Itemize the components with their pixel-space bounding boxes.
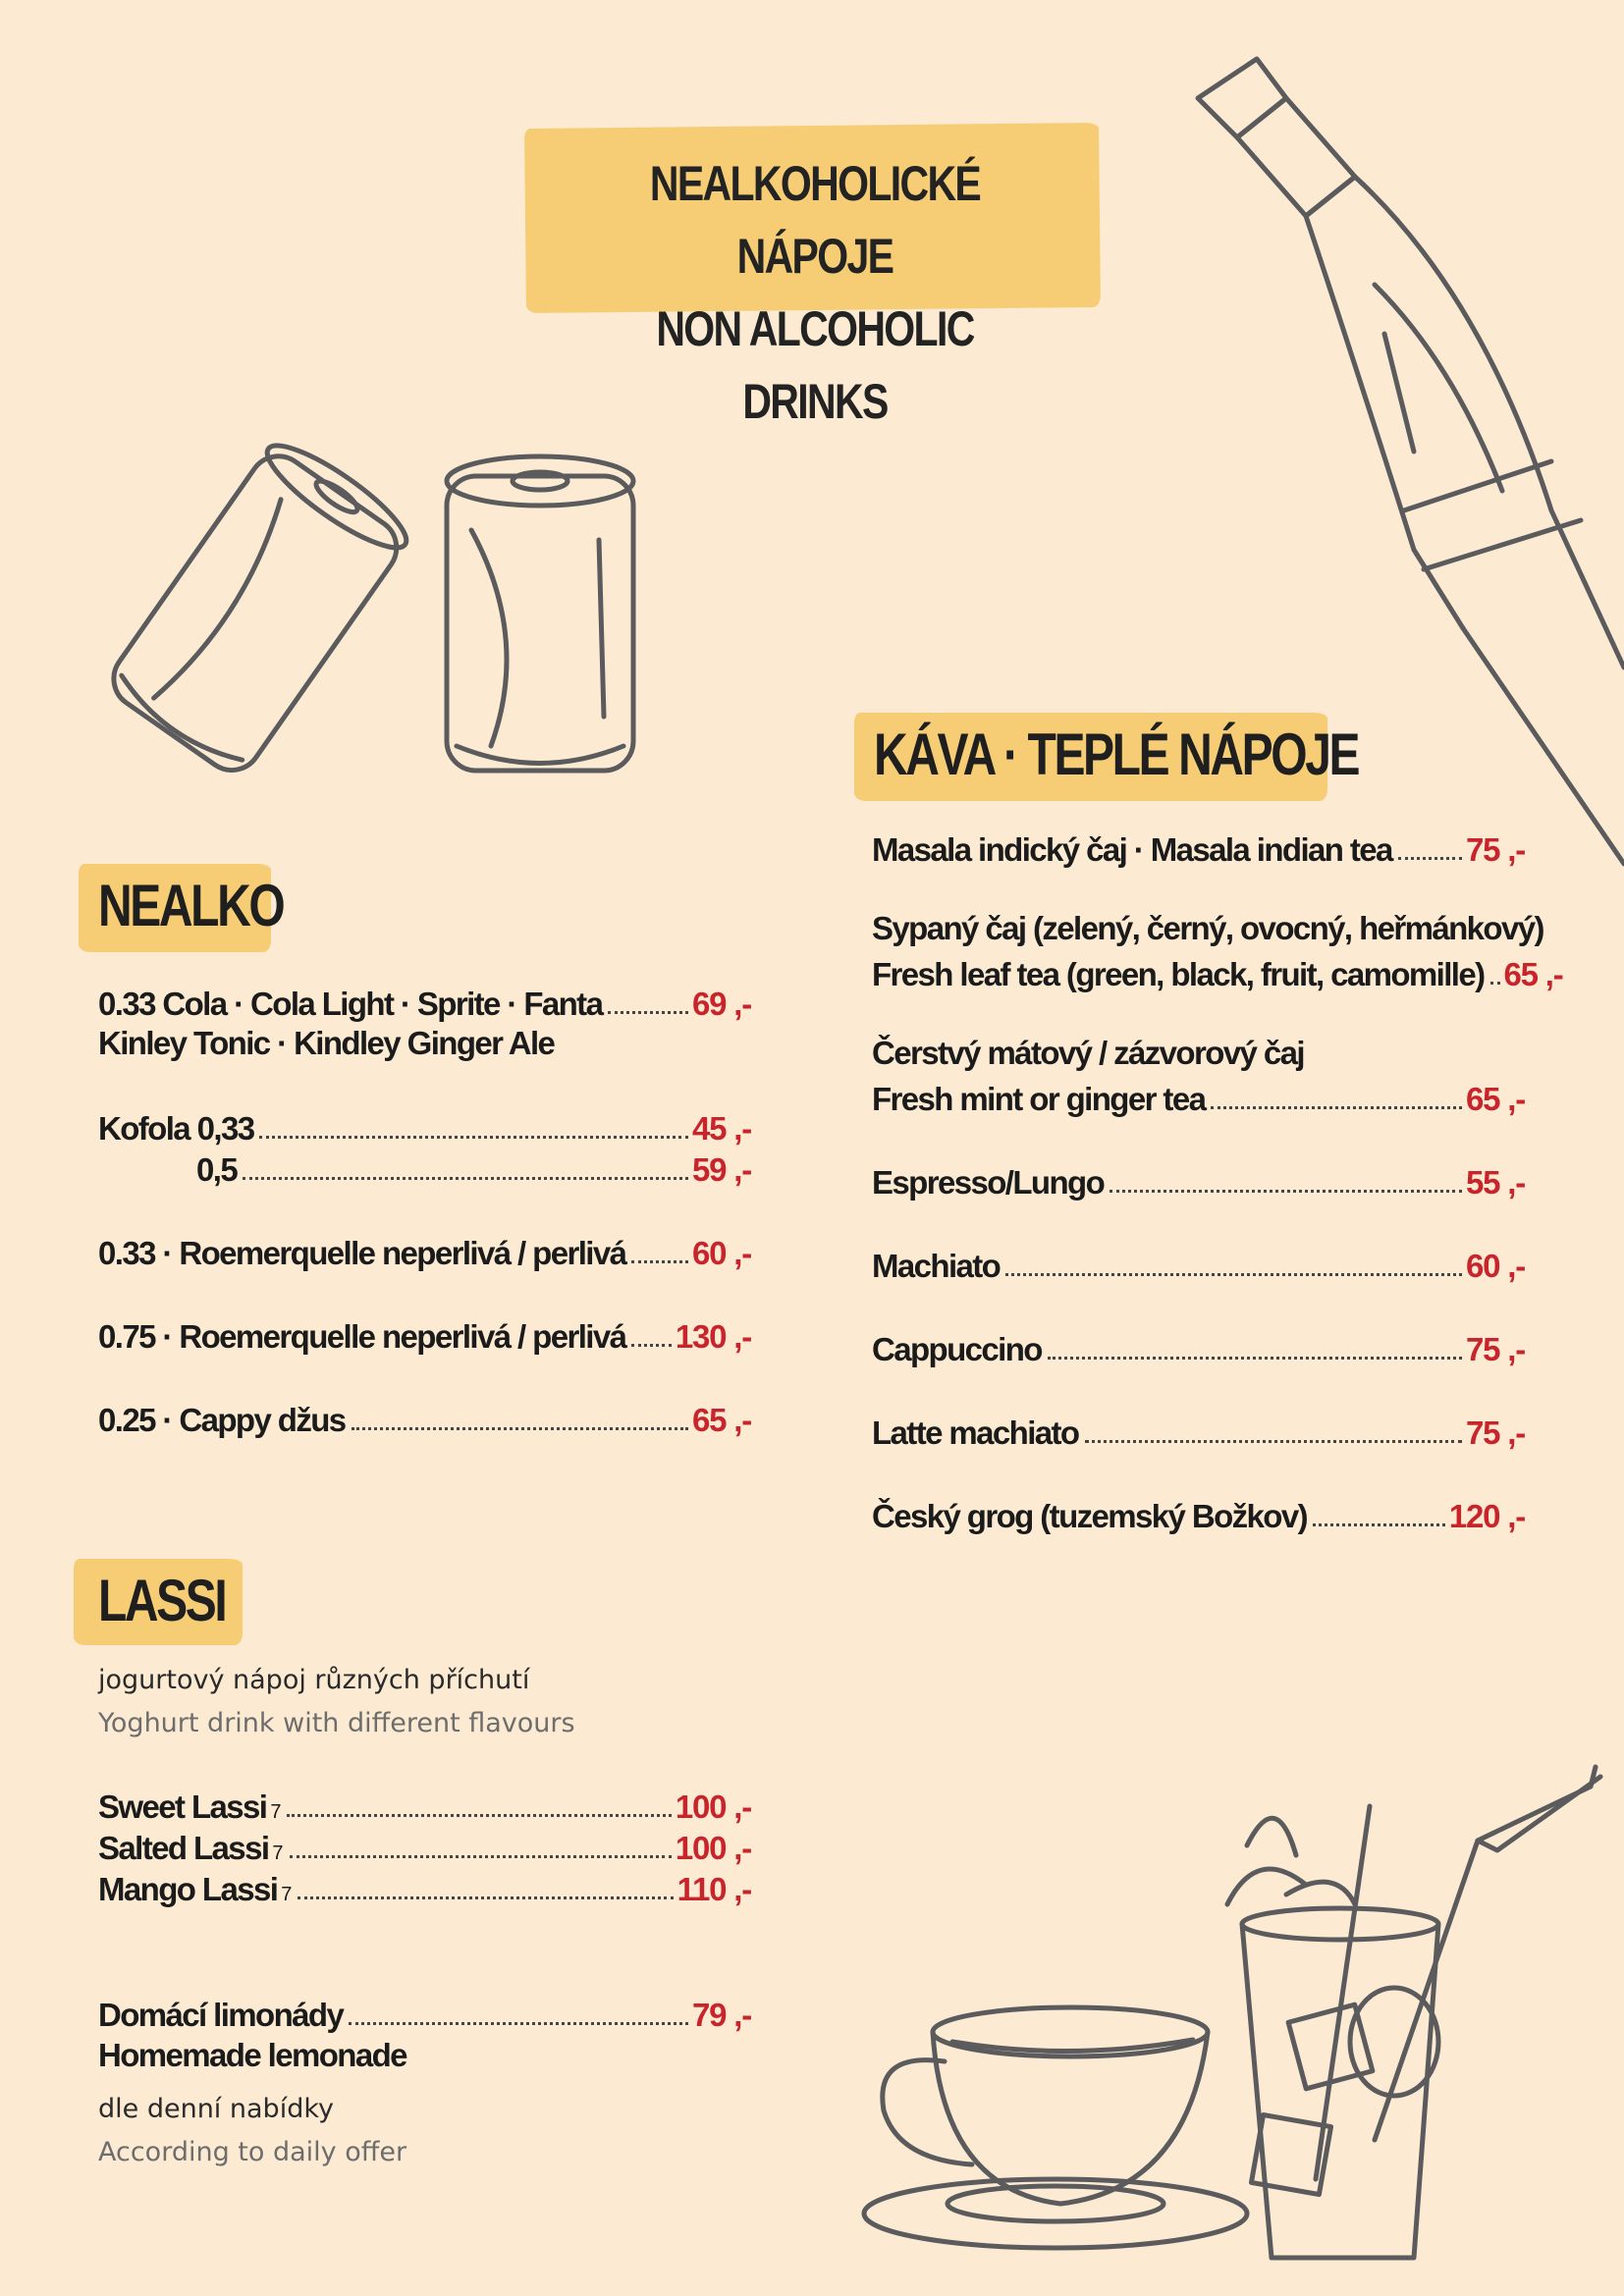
nealko-item-name: 0,5 — [196, 1151, 238, 1188]
dot-leader — [1398, 857, 1462, 860]
kava-item-name: Český grog (tuzemský Božkov) — [872, 1498, 1307, 1534]
dot-leader — [1005, 1273, 1462, 1276]
kava-item-price: 65 ,- — [1503, 956, 1563, 992]
dot-leader — [243, 1177, 688, 1180]
lassi-item-name: Salted Lassi 7 — [98, 1830, 284, 1866]
allergen-code: 7 — [272, 1842, 284, 1864]
lassi-description-cz: jogurtový nápoj různých příchutí — [98, 1665, 530, 1695]
dot-leader — [1048, 1357, 1462, 1360]
kava-item-price: 75 ,- — [1465, 831, 1525, 868]
page-title-en: NON ALCOHOLIC DRINKS — [656, 301, 974, 429]
lassi-row — [98, 1867, 751, 1908]
dot-leader — [290, 1855, 672, 1858]
kava-item-price: 55 ,- — [1465, 1164, 1525, 1201]
lassi-description-en: Yoghurt drink with different flavours — [98, 1708, 575, 1738]
lassi-item-price: 100 ,- — [675, 1789, 751, 1825]
kava-row — [872, 1160, 1525, 1201]
kava-item-price: 75 ,- — [1465, 1415, 1525, 1451]
kava-item-price: 120 ,- — [1448, 1498, 1525, 1534]
kava-item-name: Machiato — [872, 1248, 1001, 1284]
kava-item-price: 65 ,- — [1465, 1081, 1525, 1117]
nealko-row-cappy — [98, 1398, 751, 1439]
nealko-item-price: 45 ,- — [691, 1110, 751, 1147]
kava-item-name: Masala indický čaj · Masala indian tea — [872, 831, 1392, 868]
nealko-item-name: 0.75 · Roemerquelle neperlivá / perlivá — [98, 1318, 626, 1355]
nealko-item-price: 69 ,- — [691, 986, 751, 1022]
lassi-item-price: 100 ,- — [675, 1830, 751, 1866]
kava-row — [872, 1077, 1525, 1118]
lassi-row — [98, 1785, 751, 1826]
kava-row — [872, 1411, 1525, 1452]
nealko-item-price: 130 ,- — [675, 1318, 751, 1355]
kava-item-name: Fresh leaf tea (green, black, fruit, camomille) — [872, 956, 1485, 992]
lemonade-row — [98, 1993, 751, 2034]
nealko-row-roemerquelle-075 — [98, 1314, 751, 1356]
lemonade-description-cz: dle denní nabídky — [98, 2094, 334, 2124]
allergen-code: 7 — [281, 1884, 293, 1905]
nealko-item-price: 59 ,- — [691, 1151, 751, 1188]
dot-leader — [631, 1344, 671, 1347]
kava-item-price: 75 ,- — [1465, 1331, 1525, 1367]
lemonade-name: Domácí limonády — [98, 1997, 344, 2033]
nealko-item-name: 0.33 Cola · Cola Light · Sprite · Fanta — [98, 986, 603, 1022]
dot-leader — [352, 1427, 688, 1430]
nealko-item-price: 65 ,- — [691, 1402, 751, 1438]
dot-leader — [1211, 1106, 1462, 1109]
kava-row — [872, 1494, 1525, 1535]
dot-leader — [1313, 1523, 1445, 1526]
nealko-row-kofola-05 — [196, 1148, 751, 1189]
lassi-item-name: Sweet Lassi 7 — [98, 1789, 282, 1825]
kava-item-name: Latte machiato — [872, 1415, 1079, 1451]
kava-item-name: Fresh mint or ginger tea — [872, 1081, 1206, 1117]
dot-leader — [349, 2022, 688, 2025]
kava-item-name: Sypaný čaj (zelený, černý, ovocný, heřmánkový) — [872, 910, 1543, 946]
kava-row — [872, 952, 1563, 993]
cans-illustration — [108, 422, 658, 815]
lemonade-description-en: According to daily offer — [98, 2137, 407, 2167]
lemonade-price: 79 ,- — [691, 1997, 751, 2033]
nealko-item-name: Kofola 0,33 — [98, 1110, 254, 1147]
dot-leader — [608, 1011, 688, 1014]
kava-row — [872, 828, 1525, 869]
lassi-section-title: LASSI — [98, 1568, 226, 1633]
nealko-item-name: 0.25 · Cappy džus — [98, 1402, 346, 1438]
nealko-item-name: 0.33 · Roemerquelle neperlivá / perlivá — [98, 1235, 626, 1271]
coffee-cup-illustration — [854, 2002, 1257, 2258]
dot-leader — [1110, 1190, 1462, 1193]
nealko-item-price: 60 ,- — [691, 1235, 751, 1271]
page-title-cz: NEALKOHOLICKÉ NÁPOJE — [649, 156, 981, 284]
lassi-row — [98, 1826, 751, 1867]
lemonade-name-en: Homemade lemonade — [98, 2037, 406, 2073]
lassi-item-price: 110 ,- — [677, 1871, 751, 1907]
dot-leader — [1490, 982, 1500, 985]
nealko-row-roemerquelle-033 — [98, 1231, 751, 1272]
nealko-row-cola — [98, 982, 751, 1023]
dot-leader — [631, 1260, 688, 1263]
kava-section-title: KÁVA · TEPLÉ NÁPOJE — [874, 721, 1359, 787]
dot-leader — [298, 1896, 673, 1899]
lassi-item-name: Mango Lassi 7 — [98, 1871, 293, 1907]
nealko-row-kofola-033 — [98, 1106, 751, 1148]
kava-row — [872, 1327, 1525, 1368]
dot-leader — [259, 1136, 687, 1139]
kava-item-price: 60 ,- — [1465, 1248, 1525, 1284]
kava-item-name: Čerstvý mátový / zázvorový čaj — [872, 1035, 1304, 1071]
page-title — [581, 147, 1049, 438]
nealko-section-title: NEALKO — [98, 873, 284, 938]
dot-leader — [287, 1814, 671, 1817]
allergen-code: 7 — [270, 1801, 282, 1823]
kava-item-name: Cappuccino — [872, 1331, 1042, 1367]
kava-item-name: Espresso/Lungo — [872, 1164, 1105, 1201]
kava-row — [872, 1244, 1525, 1285]
dot-leader — [1085, 1440, 1462, 1443]
cocktail-glass-illustration — [1198, 1747, 1610, 2277]
nealko-item-name: Kinley Tonic · Kindley Ginger Ale — [98, 1025, 555, 1061]
